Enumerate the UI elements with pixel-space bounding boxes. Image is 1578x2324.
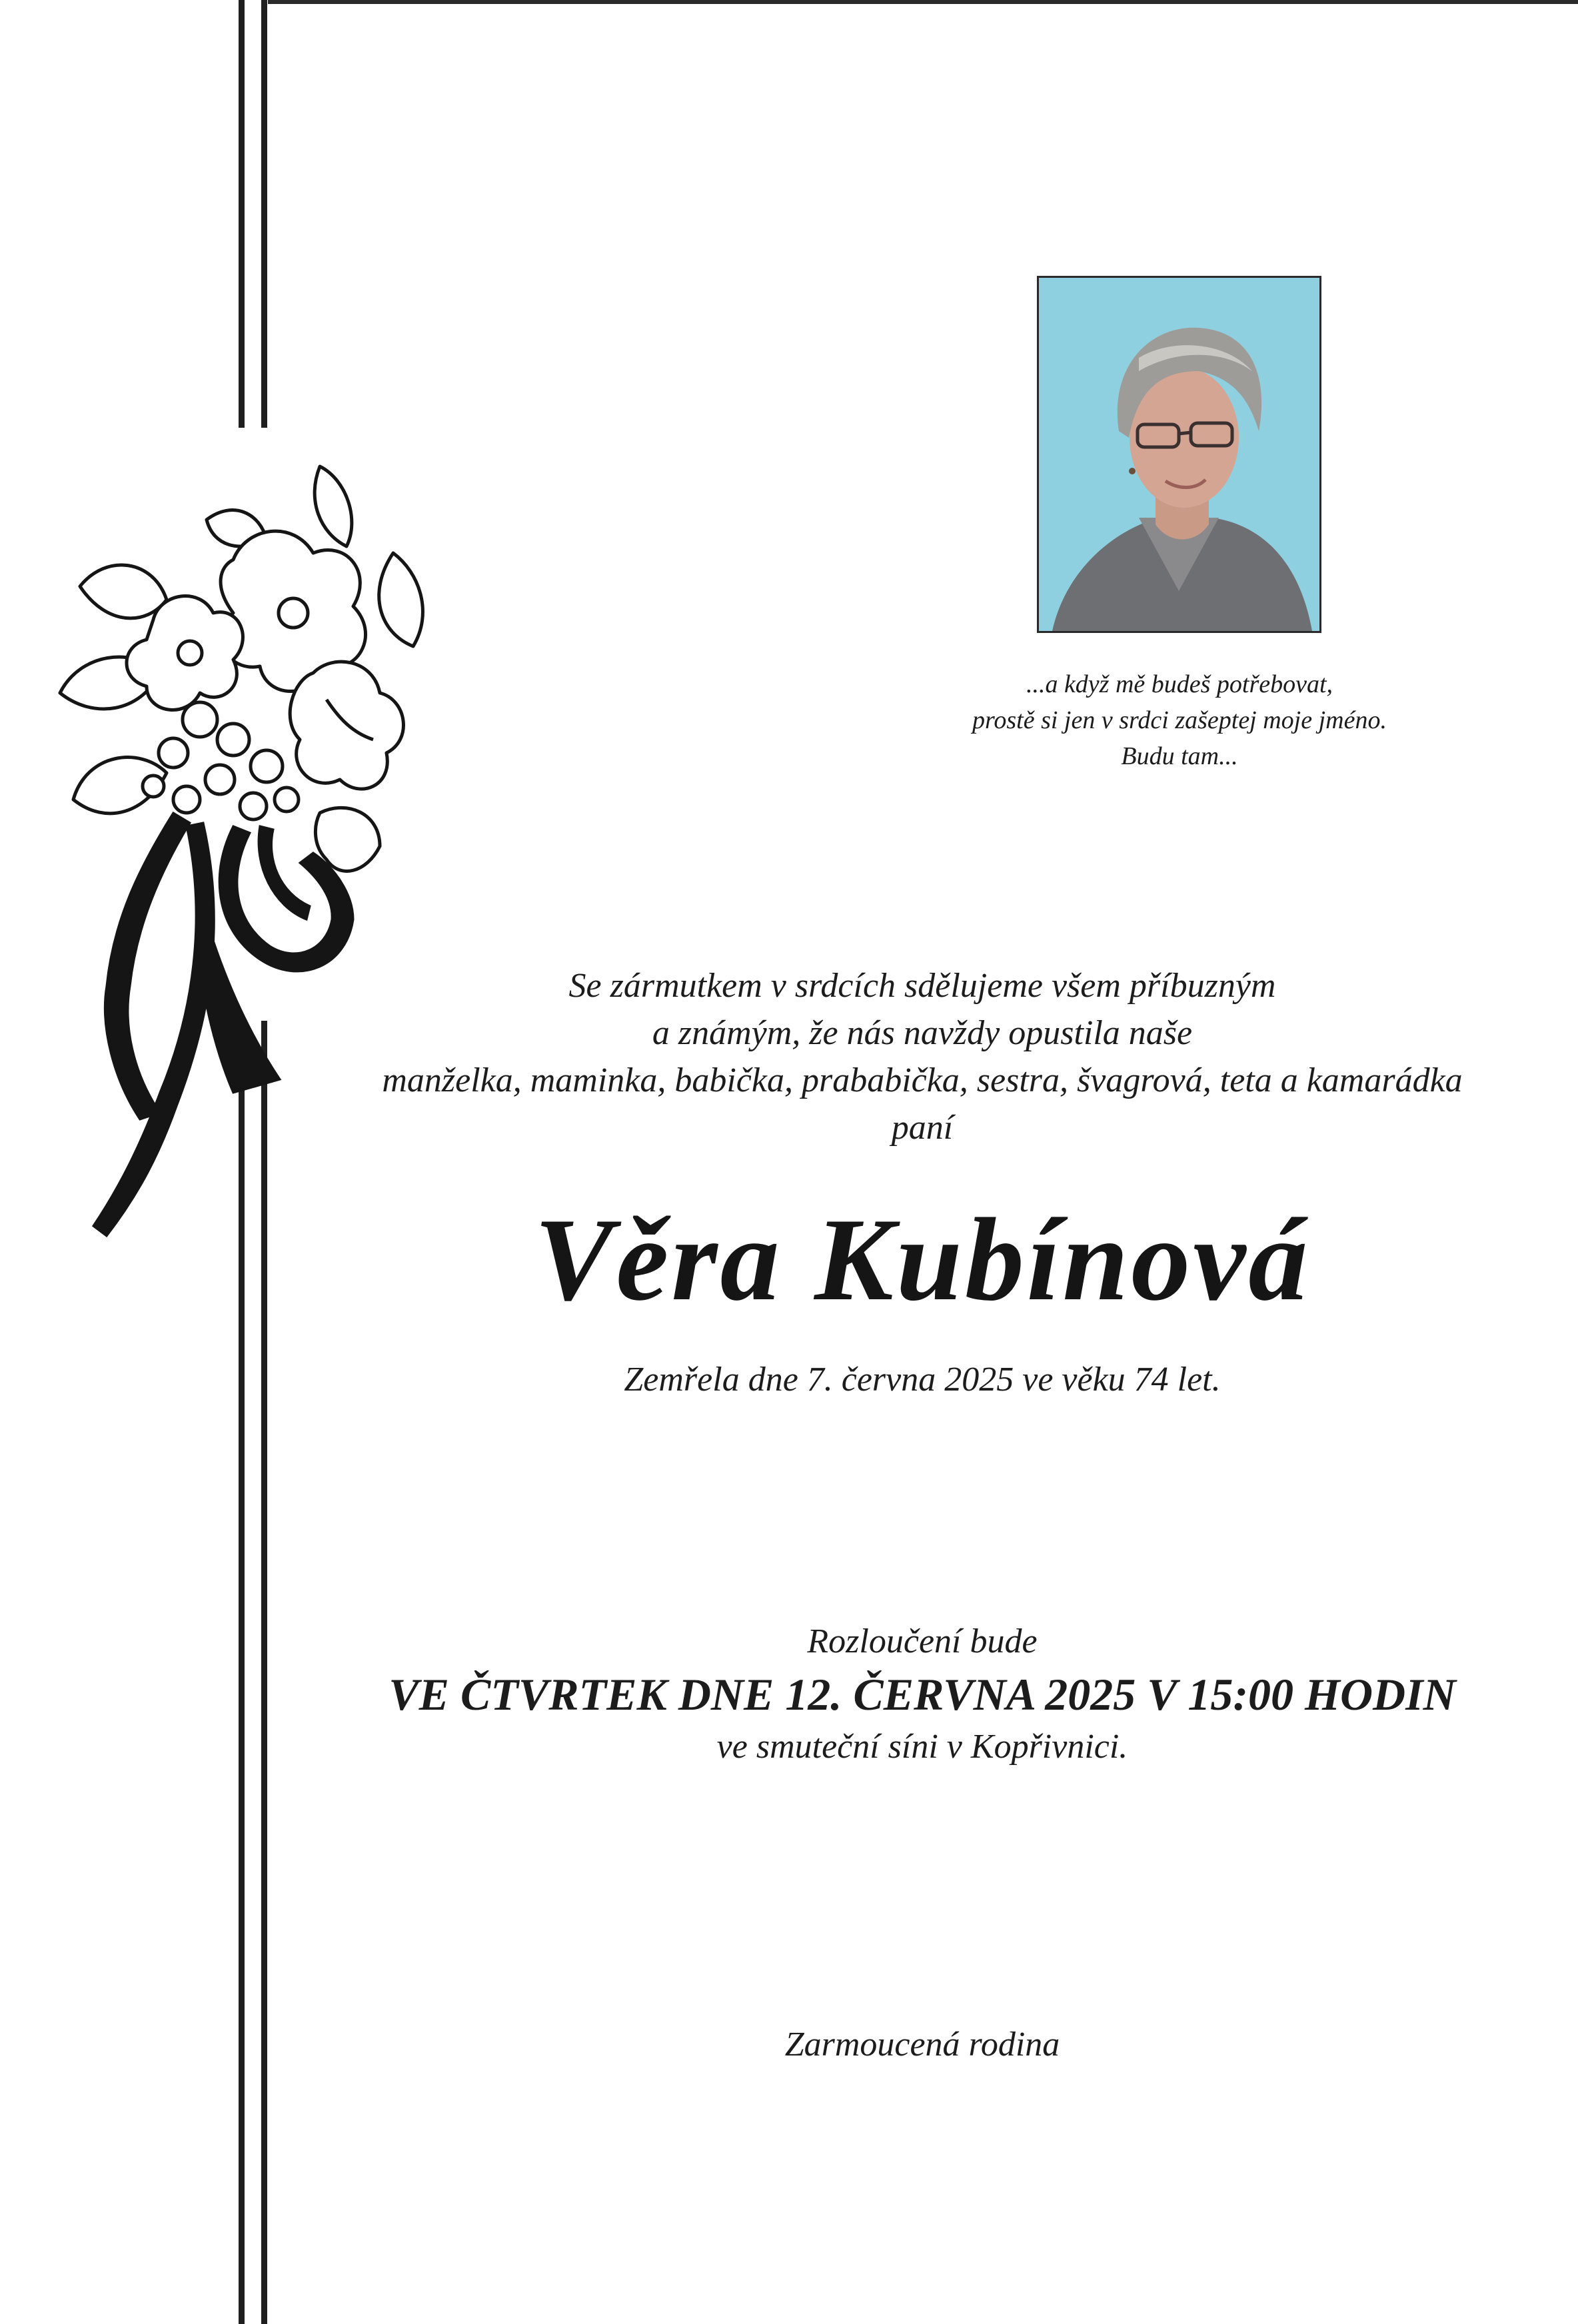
quote-line: Budu tam... — [1121, 742, 1238, 770]
quote-line: prostě si jen v srdci zašeptej moje jméno. — [972, 706, 1387, 734]
funeral-info — [267, 1618, 1578, 1771]
funeral-place: ve smuteční síni v Kopřivnici. — [716, 1728, 1128, 1766]
portrait-photo — [1037, 276, 1321, 633]
announcement-line: a známým, že nás navždy opustila naše — [652, 1014, 1193, 1052]
death-date-info: Zemřela dne 7. června 2025 ve věku 74 let. — [624, 1361, 1221, 1399]
announcement-line: manželka, maminka, babička, prababička, sestra, švagrová, teta a kamarádka — [382, 1061, 1463, 1099]
death-announcement — [267, 962, 1578, 1151]
left-border-line-outer-top — [239, 0, 245, 428]
funeral-intro: Rozloučení bude — [807, 1622, 1038, 1660]
memorial-quote — [866, 666, 1493, 774]
announcement-line: paní — [891, 1109, 954, 1147]
quote-line: ...a když mě budeš potřebovat, — [1026, 670, 1333, 698]
deceased-name: Věra Kubínová — [534, 1193, 1311, 1325]
left-border-line-inner-top — [261, 0, 267, 428]
family-signature: Zarmoucená rodina — [784, 2026, 1060, 2063]
announcement-line: Se zármutkem v srdcích sdělujeme všem příbuzným — [568, 967, 1276, 1005]
flower-bouquet-icon — [33, 453, 460, 1286]
top-border-line — [268, 0, 1578, 4]
funeral-datetime: VE ČTVRTEK DNE 12. ČERVNA 2025 V 15:00 HODIN — [389, 1669, 1456, 1720]
